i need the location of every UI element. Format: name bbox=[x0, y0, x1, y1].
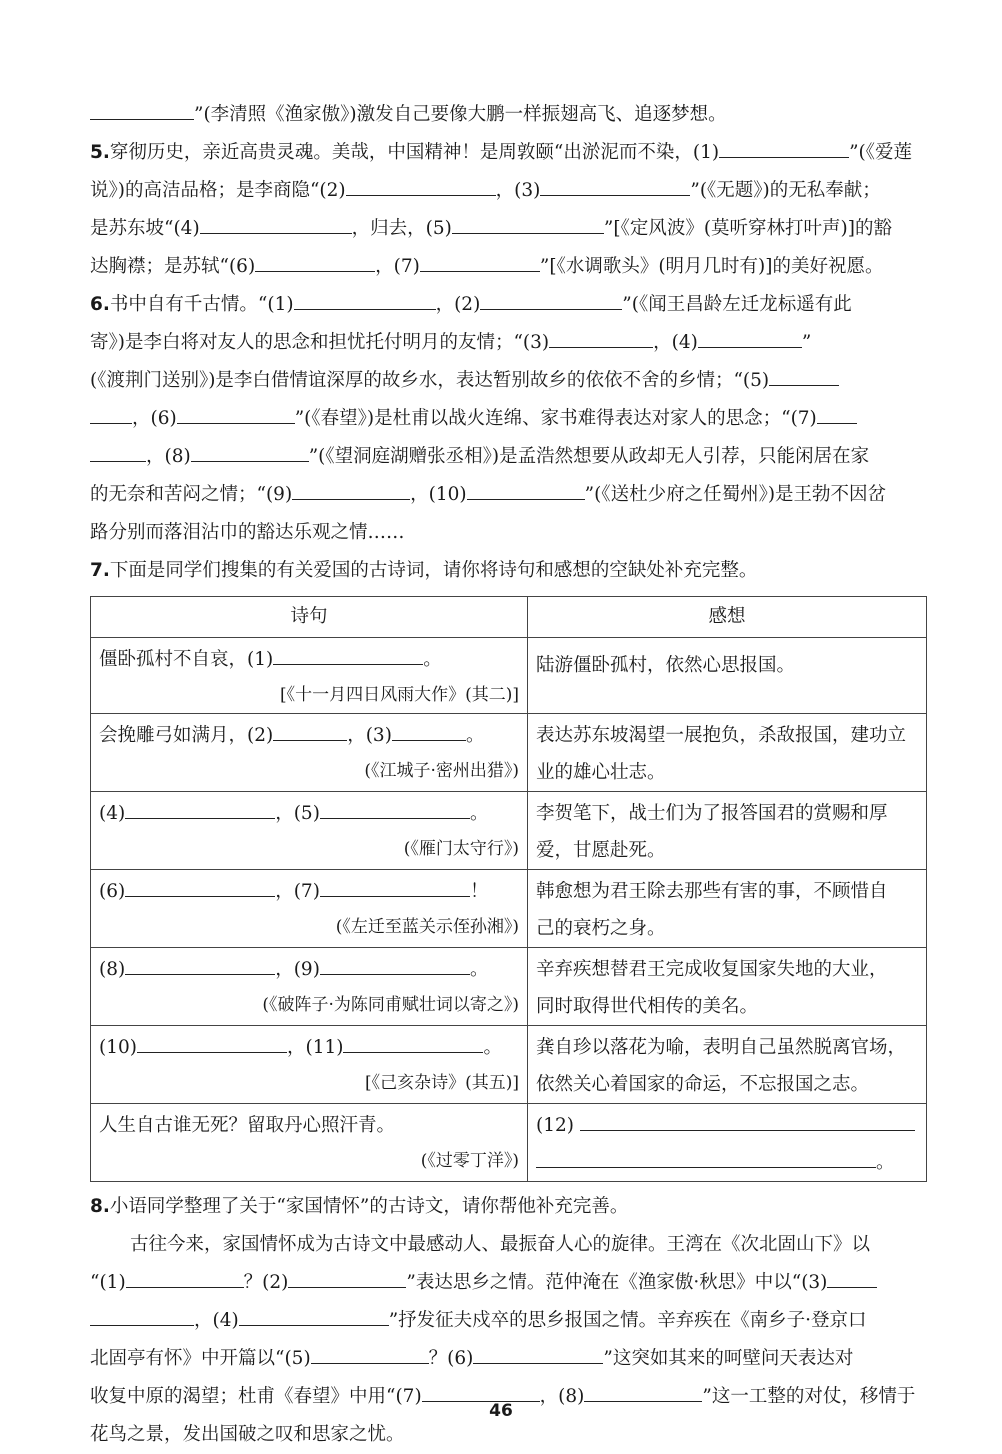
q8-line-1 bbox=[90, 1226, 926, 1264]
q8-text: ”这突如其来的呵壁问天表达对 bbox=[603, 1348, 854, 1369]
poem-text: ，(3) bbox=[347, 725, 392, 746]
answer-blank-9[interactable] bbox=[320, 951, 470, 975]
thought-cell bbox=[528, 792, 927, 870]
answer-blank-8[interactable] bbox=[125, 951, 275, 975]
thought-text: 依然关心着国家的命运，不忘报国之志。 bbox=[536, 1074, 870, 1095]
q6-line-2 bbox=[90, 324, 926, 362]
q5-line-3 bbox=[90, 210, 926, 248]
q5-text: ，归去，(5) bbox=[351, 218, 452, 239]
thought-cell bbox=[528, 870, 927, 948]
poem-cell bbox=[91, 1026, 528, 1104]
answer-blank-10[interactable] bbox=[467, 476, 585, 500]
poem-source: [《十一月四日风雨大作》(其二)] bbox=[279, 685, 519, 705]
q6-text: ，(4) bbox=[653, 332, 698, 353]
answer-blank-7[interactable] bbox=[320, 873, 470, 897]
table-row bbox=[91, 792, 927, 870]
table-row bbox=[91, 638, 927, 714]
q6-line-7 bbox=[90, 514, 926, 552]
poem-source: (《左迁至蓝关示侄孙湘》) bbox=[335, 917, 519, 937]
poem-cell bbox=[91, 1104, 528, 1182]
thought-cell bbox=[528, 1104, 927, 1182]
answer-blank-5-cont[interactable] bbox=[90, 400, 132, 424]
answer-blank-12[interactable] bbox=[580, 1107, 915, 1131]
q7-intro-line bbox=[90, 552, 926, 590]
q5-text: ，(3) bbox=[495, 180, 541, 201]
poem-source: (《雁门太守行》) bbox=[403, 839, 519, 859]
answer-blank-8[interactable] bbox=[191, 438, 309, 462]
table-row bbox=[91, 714, 927, 792]
poem-cell bbox=[91, 870, 528, 948]
header-thought: 感想 bbox=[528, 597, 927, 638]
answer-blank-1[interactable] bbox=[126, 1264, 244, 1288]
answer-blank-4[interactable] bbox=[239, 1302, 389, 1326]
q6-text: 书中自有千古情。“(1) bbox=[109, 294, 294, 315]
poem-punct: 。 bbox=[483, 1037, 502, 1058]
thought-text: 同时取得世代相传的美名。 bbox=[536, 996, 759, 1017]
answer-blank-4[interactable] bbox=[125, 795, 275, 819]
thought-text: 表达苏东坡渴望一展抱负，杀敌报国，建功立 bbox=[536, 725, 907, 746]
thought-text: 韩愈想为君王除去那些有害的事，不顾惜自 bbox=[536, 881, 888, 902]
poem-source: (《破阵子·为陈同甫赋壮词以寄之》) bbox=[262, 995, 519, 1015]
blank-label: (12) bbox=[536, 1115, 574, 1136]
q5-text: 达胸襟；是苏轼“(6) bbox=[90, 256, 256, 277]
table-header-row bbox=[91, 597, 927, 638]
q6-text: ”(《望洞庭湖赠张丞相》)是孟浩然想要从政却无人引荐，只能闲居在家 bbox=[308, 446, 870, 467]
answer-blank-3-cont[interactable] bbox=[90, 1302, 194, 1326]
poem-text: ，(5) bbox=[275, 803, 320, 824]
answer-blank-3[interactable] bbox=[549, 324, 653, 348]
table-row bbox=[91, 1104, 927, 1182]
thought-cell bbox=[528, 948, 927, 1026]
q8-text: 花鸟之景，发出国破之叹和思家之忧。 bbox=[90, 1424, 405, 1445]
answer-blank-7[interactable] bbox=[422, 1378, 540, 1402]
poem-punct: 。 bbox=[469, 803, 489, 824]
q5-text: 是苏东坡“(4) bbox=[90, 218, 200, 239]
thought-text: 辛弃疾想替君王完成收复国家失地的大业， bbox=[536, 959, 888, 980]
poem-text: 僵卧孤村不自哀，(1) bbox=[99, 649, 274, 670]
answer-blank-1[interactable] bbox=[273, 641, 423, 665]
q5-text: ”[《定风波》(莫听穿林打叶声)]的豁 bbox=[603, 218, 892, 239]
q8-text: ，(4) bbox=[194, 1310, 239, 1331]
thought-text: 爱，甘愿赴死。 bbox=[536, 840, 666, 861]
q8-line-3 bbox=[90, 1302, 926, 1340]
poem-punct: ！ bbox=[469, 881, 489, 902]
q5-line-2 bbox=[90, 172, 926, 210]
poem-text: ，(9) bbox=[275, 959, 320, 980]
answer-blank-6[interactable] bbox=[473, 1340, 603, 1364]
q8-text: 北固亭有怀》中开篇以“(5) bbox=[90, 1348, 311, 1369]
poem-cell bbox=[91, 948, 528, 1026]
page-number: 46 bbox=[489, 1401, 513, 1421]
answer-blank-6[interactable] bbox=[255, 248, 375, 272]
content bbox=[90, 96, 926, 1454]
answer-blank-5[interactable] bbox=[320, 795, 470, 819]
q6-text: ，(6) bbox=[132, 408, 177, 429]
answer-blank-7[interactable] bbox=[817, 400, 857, 424]
answer-blank-2[interactable] bbox=[346, 172, 496, 196]
poem-table bbox=[90, 596, 927, 1182]
answer-blank-1[interactable] bbox=[719, 134, 849, 158]
q8-text: 收复中原的渴望；杜甫《春望》中用“(7) bbox=[90, 1386, 422, 1407]
q6-text: 的无奈和苦闷之情；“(9) bbox=[90, 484, 293, 505]
poem-source: (《过零丁洋》) bbox=[420, 1151, 519, 1171]
q7-number: 7. bbox=[90, 560, 110, 581]
poem-text: ，(11) bbox=[286, 1037, 344, 1058]
q8-text: ？(6) bbox=[428, 1348, 474, 1369]
q6-text: 寄》)是李白将对友人的思念和担忧托付明月的友情；“(3) bbox=[90, 332, 550, 353]
q8-text: 古往今来，家国情怀成为古诗文中最感动人、最振奋人心的旋律。王湾在《次北固山下》以 bbox=[130, 1234, 871, 1255]
q8-number: 8. bbox=[90, 1196, 110, 1217]
answer-blank-7-cont[interactable] bbox=[90, 438, 146, 462]
q5-number: 5. bbox=[90, 142, 110, 163]
q5-line-1 bbox=[90, 134, 926, 172]
answer-blank-4[interactable] bbox=[200, 210, 352, 234]
q6-text: 路分别而落泪沾巾的豁达乐观之情…… bbox=[90, 522, 405, 543]
q6-text: ，(10) bbox=[410, 484, 467, 505]
thought-text: 己的衰朽之身。 bbox=[536, 918, 666, 939]
poem-text: (4) bbox=[99, 803, 126, 824]
answer-blank[interactable] bbox=[90, 96, 194, 120]
thought-cell bbox=[528, 1026, 927, 1104]
answer-blank-5[interactable] bbox=[452, 210, 604, 234]
answer-blank-11[interactable] bbox=[343, 1029, 483, 1053]
answer-blank-3[interactable] bbox=[827, 1264, 877, 1288]
poem-source: (《江城子·密州出猎》) bbox=[364, 761, 519, 781]
thought-cell bbox=[528, 638, 927, 714]
poem-text: (8) bbox=[99, 959, 126, 980]
answer-blank-6[interactable] bbox=[177, 400, 295, 424]
q6-line-4 bbox=[90, 400, 926, 438]
table-row bbox=[91, 1026, 927, 1104]
thought-text: 龚自珍以落花为喻，表明自己虽然脱离官场， bbox=[536, 1037, 907, 1058]
header-poem: 诗句 bbox=[91, 597, 528, 638]
answer-blank-6[interactable] bbox=[125, 873, 275, 897]
q6-line-1 bbox=[90, 286, 926, 324]
answer-blank-5[interactable] bbox=[769, 362, 839, 386]
q6-line-6 bbox=[90, 476, 926, 514]
q8-line-4 bbox=[90, 1340, 926, 1378]
answer-blank-1[interactable] bbox=[294, 286, 436, 310]
answer-blank-3[interactable] bbox=[540, 172, 690, 196]
q5-text: ”(《无题》)的无私奉献； bbox=[690, 180, 881, 201]
thought-text: 陆游僵卧孤村，依然心思报国。 bbox=[536, 655, 796, 676]
q6-text: ”(《闻王昌龄左迁龙标遥有此 bbox=[622, 294, 852, 315]
q5-text: 穿彻历史，亲近高贵灵魂。美哉，中国精神！是周敦颐“出淤泥而不染，(1) bbox=[109, 142, 720, 163]
q8-text: ”表达思乡之情。范仲淹在《渔家傲·秋思》中以“(3) bbox=[406, 1272, 828, 1293]
answer-blank-7[interactable] bbox=[420, 248, 540, 272]
thought-text: 李贺笔下，战士们为了报答国君的赏赐和厚 bbox=[536, 803, 888, 824]
q8-text: “(1) bbox=[90, 1272, 126, 1293]
q5-text: ，(7) bbox=[375, 256, 420, 277]
q6-text: ，(8) bbox=[146, 446, 191, 467]
q6-text: ” bbox=[801, 332, 812, 353]
q8-intro-line bbox=[90, 1188, 926, 1226]
q8-text: ”这一工整的对仗，移情于 bbox=[702, 1386, 916, 1407]
answer-blank-9[interactable] bbox=[292, 476, 410, 500]
q6-text: ”(《送杜少府之任蜀州》)是王勃不因岔 bbox=[584, 484, 887, 505]
q6-text: ”(《春望》)是杜甫以战火连绵、家书难得表达对家人的思念；“(7) bbox=[294, 408, 817, 429]
poem-text: (6) bbox=[99, 881, 126, 902]
poem-text: 会挽雕弓如满月，(2) bbox=[99, 725, 274, 746]
q4-tail-line bbox=[90, 96, 926, 134]
thought-text: 业的雄心壮志。 bbox=[536, 762, 666, 783]
poem-source: [《己亥杂诗》(其五)] bbox=[364, 1073, 519, 1093]
poem-cell bbox=[91, 792, 528, 870]
poem-text: 人生自古谁无死？留取丹心照汗青。 bbox=[99, 1115, 396, 1136]
q6-text: ，(2) bbox=[435, 294, 481, 315]
q6-line-5 bbox=[90, 438, 926, 476]
answer-blank-8[interactable] bbox=[584, 1378, 702, 1402]
q4-tail-text: ”(李清照《渔家傲》)激发自己要像大鹏一样振翅高飞、追逐梦想。 bbox=[194, 104, 727, 125]
poem-cell bbox=[91, 638, 528, 714]
q6-text: (《渡荆门送别》)是李白借情谊深厚的故乡水，表达暂别故乡的依依不舍的乡情；“(5) bbox=[90, 370, 770, 391]
thought-cell bbox=[528, 714, 927, 792]
q8-text: ”抒发征夫戍卒的思乡报国之情。辛弃疾在《南乡子·登京口 bbox=[388, 1310, 867, 1331]
poem-punct: 。 bbox=[423, 649, 442, 670]
answer-blank-2[interactable] bbox=[288, 1264, 406, 1288]
poem-punct: 。 bbox=[469, 959, 489, 980]
q8-line-6 bbox=[90, 1416, 926, 1454]
q5-text: ”(《爱莲 bbox=[849, 142, 913, 163]
q5-line-4 bbox=[90, 248, 926, 286]
answer-blank-10[interactable] bbox=[137, 1029, 287, 1053]
q7-intro: 下面是同学们搜集的有关爱国的古诗词，请你将诗句和感想的空缺处补充完整。 bbox=[109, 560, 758, 581]
answer-blank-2[interactable] bbox=[480, 286, 622, 310]
q5-text: ”[《水调歌头》(明月几时有)]的美好祝愿。 bbox=[539, 256, 884, 277]
poem-punct: 。 bbox=[465, 725, 485, 746]
answer-blank-12-cont[interactable] bbox=[536, 1144, 876, 1168]
answer-blank-3[interactable] bbox=[392, 717, 466, 741]
q8-text: ，(8) bbox=[539, 1386, 585, 1407]
table-row bbox=[91, 948, 927, 1026]
poem-text: ，(7) bbox=[275, 881, 320, 902]
q8-intro: 小语同学整理了关于“家国情怀”的古诗文，请你帮他补充完善。 bbox=[109, 1196, 629, 1217]
q6-line-3 bbox=[90, 362, 926, 400]
poem-punct: 。 bbox=[876, 1152, 895, 1173]
q8-line-2 bbox=[90, 1264, 926, 1302]
answer-blank-2[interactable] bbox=[273, 717, 347, 741]
q8-text: ？(2) bbox=[243, 1272, 289, 1293]
answer-blank-4[interactable] bbox=[698, 324, 802, 348]
q5-text: 说》)的高洁品格；是李商隐“(2) bbox=[90, 180, 346, 201]
answer-blank-5[interactable] bbox=[311, 1340, 429, 1364]
table-row bbox=[91, 870, 927, 948]
poem-text: (10) bbox=[99, 1037, 137, 1058]
poem-cell bbox=[91, 714, 528, 792]
q6-number: 6. bbox=[90, 294, 110, 315]
